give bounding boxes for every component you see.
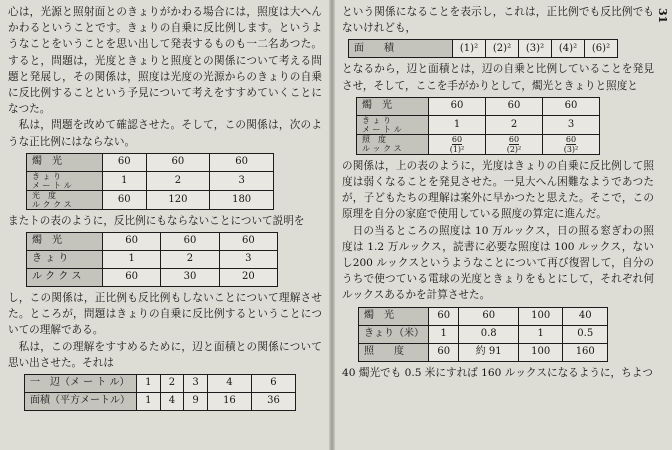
fraction-denominator: (3)² xyxy=(563,144,579,154)
table-cell: 4 xyxy=(207,375,251,393)
table-cell: 60 xyxy=(543,97,600,115)
table-row xyxy=(357,97,600,115)
fraction-denominator: (1)² xyxy=(449,144,465,154)
table-cell: 60 xyxy=(103,153,147,171)
table-no-direct-proportion xyxy=(26,153,274,210)
table-cell: (1)² xyxy=(453,40,486,58)
table-area-squares xyxy=(348,39,618,58)
table-cell: 100 xyxy=(518,343,562,361)
right-paragraph-4: 日の当るところの照度は 10 万ルックス，日の照る窓ぎわの照度は 1.2 万ルックス，読書に必要な照度は 100 ルックス，ないし200 ルックスというようなことについて再び復習して，自分のうちで使つている電球の光度ときょりをもとにして，それぞれ何ルックスあるかを計算させた。 xyxy=(342,224,654,302)
right-paragraph-2: となるから，辺と面積とは，辺の自乗と比例していることを発見させ，そして，ここを手がかりとして，燭光ときょりと照度と xyxy=(342,63,654,92)
table-row xyxy=(27,233,278,251)
table-row xyxy=(27,153,274,171)
table-cell: 100 xyxy=(518,307,562,325)
table-cell: 60 xyxy=(486,97,543,115)
fraction-numerator: 60 xyxy=(565,134,577,144)
table-row xyxy=(25,375,296,393)
table-header-cell xyxy=(357,134,429,154)
table-row xyxy=(357,115,600,134)
table-header-cell: き ょ り xyxy=(27,251,103,269)
table-household-illuminance xyxy=(358,307,608,362)
table-cell: (6)² xyxy=(585,40,618,58)
table-row xyxy=(27,171,274,190)
table-cell: 9 xyxy=(184,393,208,411)
table-cell: 2 xyxy=(160,375,184,393)
header-line: き ょ り xyxy=(32,171,62,181)
table-cell: 60 xyxy=(459,307,519,325)
table-cell: 1 xyxy=(137,393,161,411)
table-cell: 60 xyxy=(103,190,147,209)
table-header-cell: 燭 光 xyxy=(359,307,429,325)
table-cell: 60 xyxy=(103,233,161,251)
left-paragraph-1: 心は，光源と照射面とのきょりがかわる場合には，照度は大へんかわるということです。きょりの自乗に反比例します。というようなことをいうことを思い出して発表するものも一二名あつた。すると，問題は，光度ときょりと照度との関係について考える問題と発展し，その関係は，照度は光度の光源からのきょりの自乗に反比例することという予見について考えをすすめていくことになつた。 xyxy=(8,6,322,116)
table-cell: 2 xyxy=(486,115,543,134)
table-cell: 160 xyxy=(563,343,608,361)
table-no-inverse-proportion xyxy=(26,232,278,287)
table-row xyxy=(27,269,278,287)
table-cell: 1 xyxy=(518,325,562,343)
table-cell: 60 xyxy=(146,153,210,171)
right-page xyxy=(342,4,654,381)
table-cell: 60 xyxy=(429,343,459,361)
page-number: 31 xyxy=(656,8,669,24)
book-spine xyxy=(329,0,335,450)
table-cell: 1 xyxy=(103,251,161,269)
table-header-cell: 面積（平方メートル） xyxy=(25,393,137,411)
header-line: 照 度 xyxy=(362,135,386,145)
table-row xyxy=(27,190,274,209)
table-candle-distance-illuminance xyxy=(356,97,600,155)
table-cell: 60 xyxy=(429,307,459,325)
table-row xyxy=(357,134,600,154)
table-header-cell: きょり（米） xyxy=(359,325,429,343)
fraction-numerator: 60 xyxy=(508,134,520,144)
header-line: ル ク ク ス xyxy=(32,199,72,209)
table-cell: 1 xyxy=(429,325,459,343)
table-row xyxy=(359,307,608,325)
table-cell: (3)² xyxy=(519,40,552,58)
table-cell: (2)² xyxy=(486,40,519,58)
right-paragraph-1: という関係になることを表示し，これは，正比例でも反比例でもないけれども， xyxy=(342,6,654,35)
table-side-area xyxy=(24,374,296,411)
header-line: 光 度 xyxy=(32,190,56,200)
table-fraction-cell xyxy=(543,134,600,154)
table-row xyxy=(359,343,608,361)
table-cell: 0.5 xyxy=(563,325,608,343)
table-header-cell: 燭 光 xyxy=(27,153,103,171)
table-cell: 30 xyxy=(161,269,219,287)
table-cell: 60 xyxy=(210,153,274,171)
table-cell: 16 xyxy=(207,393,251,411)
table-row xyxy=(359,325,608,343)
left-paragraph-3: またトの表のように，反比例にもならないことについて説明を xyxy=(8,214,305,227)
table-cell: 20 xyxy=(219,269,277,287)
table-cell: 3 xyxy=(184,375,208,393)
table-header-cell: 燭 光 xyxy=(27,233,103,251)
table-cell: 60 xyxy=(103,269,161,287)
table-header-cell: ル ク ク ス xyxy=(27,269,103,287)
table-header-cell: 面 積 xyxy=(349,40,453,58)
table-row xyxy=(27,251,278,269)
left-paragraph-5: 私は，この理解をすすめるために，辺と面積との関係について思い出させた。それは xyxy=(8,340,322,369)
header-line: き ょ り xyxy=(362,115,392,125)
table-cell: 36 xyxy=(251,393,295,411)
header-line: メ ー ト ル xyxy=(362,124,402,134)
table-header-cell xyxy=(27,190,103,209)
table-cell: 180 xyxy=(210,190,274,209)
table-cell: 1 xyxy=(429,115,486,134)
table-cell: 2 xyxy=(146,171,210,190)
table-header-cell: 一 辺（メ ー ト ル） xyxy=(25,375,137,393)
table-cell: 2 xyxy=(161,251,219,269)
table-cell: 3 xyxy=(210,171,274,190)
table-cell: 0.8 xyxy=(459,325,519,343)
table-cell: 60 xyxy=(161,233,219,251)
table-cell: 3 xyxy=(219,251,277,269)
table-cell: (4)² xyxy=(552,40,585,58)
left-paragraph-4: し，この関係は，正比例も反比例もしないことについて理解させた。ところが，問題はきょりの自乗に反比例するということについての理解である。 xyxy=(8,292,322,337)
fraction-numerator: 60 xyxy=(451,134,463,144)
table-fraction-cell xyxy=(486,134,543,154)
table-header-cell xyxy=(357,115,429,134)
table-row xyxy=(349,40,618,58)
left-page xyxy=(8,4,322,414)
fraction-denominator: (2)² xyxy=(506,144,522,154)
left-paragraph-2: 私は，問題を改めて確認させた。そして，この関係は，次のような正比例にはならない。 xyxy=(8,119,322,148)
table-cell: 60 xyxy=(429,97,486,115)
table-header-cell: 燭 光 xyxy=(357,97,429,115)
header-line: メ ー ト ル xyxy=(32,180,72,190)
table-row xyxy=(25,393,296,411)
table-cell: 約 91 xyxy=(459,343,519,361)
table-header-cell: 照 度 xyxy=(359,343,429,361)
right-paragraph-5: 40 燭光でも 0.5 米にすれば 160 ルックスになるように，ちよつ xyxy=(342,366,653,379)
header-line: ル ッ ク ス xyxy=(362,144,402,154)
table-cell: 4 xyxy=(160,393,184,411)
table-cell: 6 xyxy=(251,375,295,393)
table-cell: 60 xyxy=(219,233,277,251)
table-fraction-cell xyxy=(429,134,486,154)
table-cell: 120 xyxy=(146,190,210,209)
table-cell: 1 xyxy=(137,375,161,393)
table-header-cell xyxy=(27,171,103,190)
table-cell: 40 xyxy=(563,307,608,325)
table-cell: 1 xyxy=(103,171,147,190)
right-paragraph-3: の関係は，上の表のように，光度はきょりの自乗に反比例して照度は弱くなることを発見させた。一見大へん困難なようであつたが，子どもたちの理解は案外に早かつたと思えた。そこで，この原理を自分の家庭で使用している照度の算定に進んだ。 xyxy=(342,159,654,221)
table-cell: 3 xyxy=(543,115,600,134)
